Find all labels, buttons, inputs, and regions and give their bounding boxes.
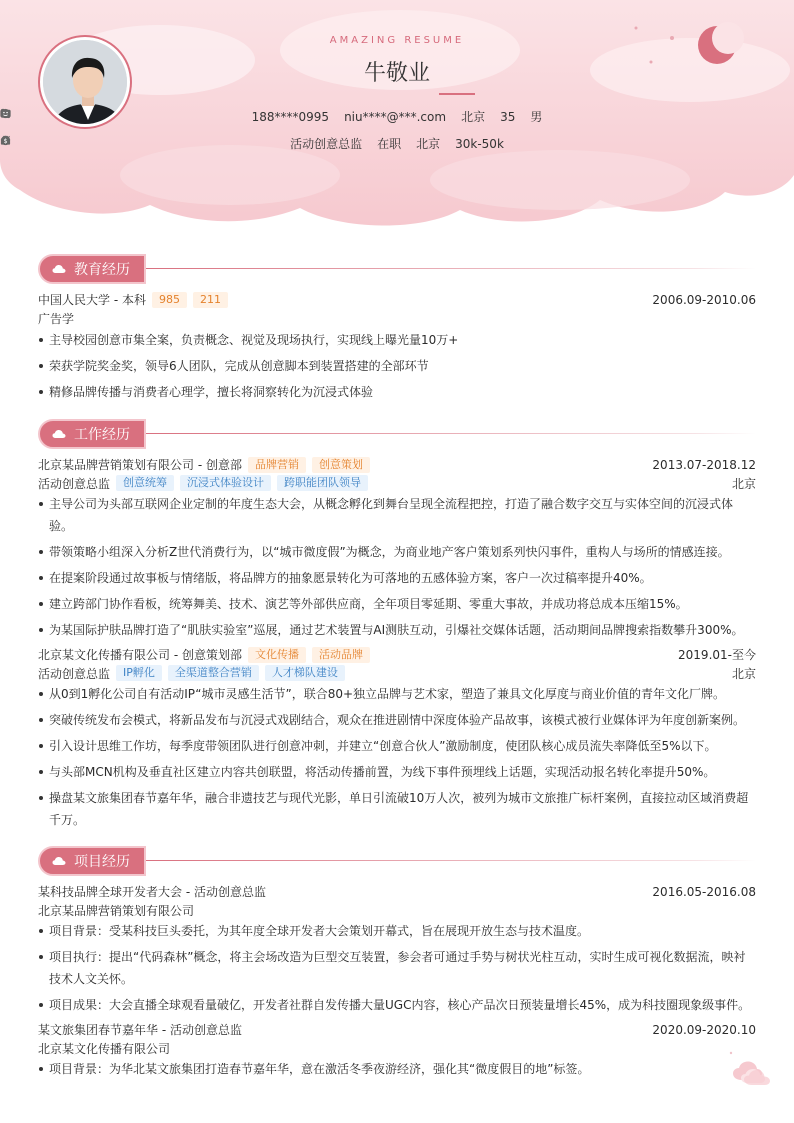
target-role-item bbox=[290, 135, 362, 152]
project-name: 某科技品牌全球开发者大会 - 活动创意总监 bbox=[38, 885, 266, 899]
entry-subheader bbox=[38, 1039, 756, 1057]
entry-subheader bbox=[38, 664, 756, 682]
project-org: 北京某文化传播有限公司 bbox=[38, 1041, 171, 1056]
project-bullets bbox=[38, 1058, 756, 1080]
list-item: 项目成果：大会直播全球观看量破亿，开发者社群自发传播大量UGC内容，核心产品次日预装量增长45%，成为科技圈现象级事件。 bbox=[38, 994, 756, 1016]
company-tag: 文化传播 bbox=[248, 647, 306, 663]
list-item: 项目执行：提出“代码森林”概念，将主会场改造为巨型交互装置，参会者可通过手势与树状光柱互动，实时生成可视化数据流，映衬技术人文关怀。 bbox=[38, 946, 756, 990]
company-name: 北京某品牌营销策划有限公司 - 创意部 bbox=[38, 458, 242, 472]
section-title: 项目经历 bbox=[74, 854, 130, 870]
project-org: 北京某品牌营销策划有限公司 bbox=[38, 903, 195, 918]
section-header bbox=[38, 419, 756, 449]
age-text: 35 bbox=[500, 109, 516, 124]
gender-text: 男 bbox=[530, 110, 543, 124]
gender-item bbox=[530, 108, 542, 125]
education-section bbox=[38, 254, 756, 407]
list-item: 建立跨部门协作看板，统筹舞美、技术、演艺等外部供应商，全年项目零延期、零重大事故，并成功将总成本压缩15%。 bbox=[38, 593, 756, 615]
project-name: 某文旅集团春节嘉年华 - 活动创意总监 bbox=[38, 1023, 242, 1037]
section-title: 教育经历 bbox=[74, 262, 130, 278]
education-period: 2006.09-2010.06 bbox=[652, 292, 756, 307]
list-item: 主导校园创意市集全案，负责概念、视觉及现场执行，实现线上曝光量10万+ bbox=[38, 329, 756, 351]
cloud-decoration bbox=[728, 1050, 784, 1086]
section-header bbox=[38, 254, 756, 284]
section-divider bbox=[146, 860, 756, 861]
entry-subheader bbox=[38, 474, 756, 492]
skill-tag: IP孵化 bbox=[116, 665, 162, 681]
status-item bbox=[377, 135, 401, 152]
project-bullets bbox=[38, 920, 756, 1016]
list-item: 突破传统发布会模式，将新品发布与沉浸式戏剧结合，观众在推进剧情中深度体验产品故事，该模式被行业媒体评为年度创新案例。 bbox=[38, 709, 756, 731]
salary-text: 30k-50k bbox=[455, 136, 504, 151]
email-item bbox=[344, 110, 446, 124]
list-item: 与头部MCN机构及垂直社区建立内容共创联盟，将活动传播前置，为线下事件预埋线上话题，实现活动报名转化率提升50%。 bbox=[38, 761, 756, 783]
section-title-pill bbox=[38, 846, 146, 876]
job-city: 北京 bbox=[731, 476, 756, 491]
company-tag: 创意策划 bbox=[312, 457, 370, 473]
resume-header bbox=[0, 0, 794, 230]
target-role-text: 活动创意总监 bbox=[290, 137, 363, 151]
project-period: 2016.05-2016.08 bbox=[652, 884, 756, 899]
list-item: 精修品牌传播与消费者心理学，擅长将洞察转化为沉浸式体验 bbox=[38, 381, 756, 403]
status-text: 在职 bbox=[377, 137, 402, 151]
entry-header bbox=[38, 1020, 756, 1039]
school-name: 中国人民大学 - 本科 bbox=[38, 293, 146, 307]
list-item: 引入设计思维工作坊，每季度带领团队进行创意冲刺，并建立“创意合伙人”激励制度，使团队核心成员流失率降低至5%以下。 bbox=[38, 735, 756, 757]
list-item: 带领策略小组深入分析Z世代消费行为，以“城市微度假”为概念，为商业地产客户策划系列快闪事件，重构人与场所的情感连接。 bbox=[38, 541, 756, 563]
skill-tag: 跨职能团队领导 bbox=[277, 475, 368, 491]
entry-header bbox=[38, 882, 756, 901]
education-entry bbox=[38, 290, 756, 403]
resume-tagline: AMAZING RESUME bbox=[329, 35, 465, 46]
job-city: 北京 bbox=[731, 666, 756, 681]
location-text: 北京 bbox=[461, 110, 486, 124]
cloud-icon bbox=[52, 856, 66, 866]
entry-header bbox=[38, 645, 756, 664]
target-city-text: 北京 bbox=[416, 137, 441, 151]
email-text: niu****@***.com bbox=[344, 109, 447, 124]
entry-subheader bbox=[38, 309, 756, 327]
list-item: 操盘某文旅集团春节嘉年华，融合非遗技艺与现代光影，单日引流破10万人次，被列为城市文旅推广标杆案例，直接拉动区域消费超千万。 bbox=[38, 787, 756, 831]
section-header bbox=[38, 846, 756, 876]
gender-icon bbox=[0, 108, 11, 119]
company-tag: 品牌营销 bbox=[248, 457, 306, 473]
candidate-name: 牛敬业 bbox=[363, 61, 430, 86]
job-period: 2019.01-至今 bbox=[678, 648, 756, 662]
section-title-pill bbox=[38, 254, 146, 284]
cloud-icon bbox=[52, 429, 66, 439]
skill-tag: 沉浸式体验设计 bbox=[180, 475, 271, 491]
age-item bbox=[500, 110, 515, 124]
job-bullets bbox=[38, 683, 756, 831]
project-entry bbox=[38, 882, 756, 1016]
location-item bbox=[461, 108, 485, 125]
job-entry bbox=[38, 455, 756, 641]
job-entry bbox=[38, 645, 756, 831]
section-title: 工作经历 bbox=[74, 427, 130, 443]
skill-tag: 人才梯队建设 bbox=[265, 665, 345, 681]
work-section bbox=[38, 419, 756, 835]
section-divider bbox=[146, 268, 756, 269]
job-bullets bbox=[38, 493, 756, 641]
list-item: 从0到1孵化公司自有活动IP“城市灵感生活节”，联合80+独立品牌与艺术家，塑造了兼具文化厚度与商业价值的青年文化厂牌。 bbox=[38, 683, 756, 705]
cloud-icon bbox=[52, 264, 66, 274]
section-title-pill bbox=[38, 419, 146, 449]
project-entry bbox=[38, 1020, 756, 1080]
entry-header bbox=[38, 455, 756, 474]
project-period: 2020.09-2020.10 bbox=[652, 1022, 756, 1037]
list-item: 为某国际护肤品牌打造了“肌肤实验室”巡展，通过艺术装置与AI测肤互动，引爆社交媒体话题，活动期间品牌搜索指数攀升300%。 bbox=[38, 619, 756, 641]
section-divider bbox=[146, 433, 756, 434]
phone-item bbox=[252, 110, 329, 124]
list-item: 项目背景：为华北某文旅集团打造春节嘉年华，意在激活冬季夜游经济，强化其“微度假目的地”标签。 bbox=[38, 1058, 756, 1080]
list-item: 项目背景：受某科技巨头委托，为其年度全球开发者大会策划开幕式，旨在展现开放生态与技术温度。 bbox=[38, 920, 756, 942]
entry-header bbox=[38, 290, 756, 309]
target-city-item bbox=[416, 135, 440, 152]
education-bullets bbox=[38, 329, 756, 403]
job-period: 2013.07-2018.12 bbox=[652, 457, 756, 472]
contact-info-row bbox=[0, 108, 794, 125]
school-tag: 211 bbox=[193, 292, 228, 308]
svg-text:$: $ bbox=[3, 136, 8, 145]
school-tag: 985 bbox=[152, 292, 187, 308]
list-item: 在提案阶段通过故事板与情绪版，将品牌方的抽象愿景转化为可落地的五感体验方案，客户一次过稿率提升40%。 bbox=[38, 567, 756, 589]
job-role: 活动创意总监 bbox=[38, 476, 111, 491]
money-icon bbox=[0, 135, 11, 146]
phone-text: 188****0995 bbox=[251, 109, 330, 124]
name-underline bbox=[439, 93, 475, 95]
company-name: 北京某文化传播有限公司 - 创意策划部 bbox=[38, 648, 242, 662]
list-item: 主导公司为头部互联网企业定制的年度生态大会，从概念孵化到舞台呈现全流程把控，打造了融合数字交互与实体空间的沉浸式体验。 bbox=[38, 493, 756, 537]
skill-tag: 全渠道整合营销 bbox=[168, 665, 259, 681]
job-intent-row bbox=[0, 135, 794, 152]
major: 广告学 bbox=[38, 311, 75, 326]
list-item: 荣获学院奖金奖，领导6人团队，完成从创意脚本到装置搭建的全部环节 bbox=[38, 355, 756, 377]
job-role: 活动创意总监 bbox=[38, 666, 111, 681]
skill-tag: 创意统筹 bbox=[116, 475, 174, 491]
entry-subheader bbox=[38, 901, 756, 919]
company-tag: 活动品牌 bbox=[312, 647, 370, 663]
projects-section bbox=[38, 846, 756, 1084]
